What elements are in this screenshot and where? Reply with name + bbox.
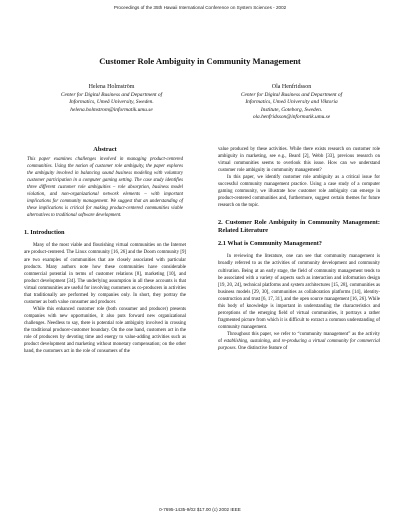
author-block-1: [24, 84, 199, 114]
body-paragraph: value produced by these activities. While there exists research on customer role ambiguity in marketing, see e.g., Beard [2], Webb [33], previous research on virtual communities seems to overlook this issue. How can we understand customer role ambiguity in community management?: [218, 147, 380, 174]
paragraph-text: One distinctive feature of: [236, 346, 288, 352]
section-heading-introduction: 1. Introduction: [24, 229, 65, 237]
author-affiliation-line: Informatics, Umeå University, Sweden.: [69, 99, 154, 106]
copyright-line: 0-7695-1435-9/02 $17.00 (c) 2002 IEEE: [159, 507, 241, 512]
abstract-text: This paper examines challenges involved in managing product-centered communities. Using the notion of customer role ambiguity, the paper explores the ambiguity involved in balancing sound business modeling with voluntary customer participation in a computer gaming setting. The case study identifies three different customer role ambiguities – role absorption, business model violation, and non-organizational network elements – with important implications for community management. We suggest that an understanding of these implications is critical for making product-centered communities viable alternatives to traditional software development.: [27, 157, 183, 219]
body-paragraph: [218, 331, 380, 352]
body-paragraph: Many of the most viable and flourishing virtual communities on the Internet are product-centered. The Linux community [16, 26] and the Doom community [9] are two examples of communities that are closely associated with particular products. Many authors note how these communities have considerable commercial potential in terms of customer relations [8], marketing [10], and product development [34]. The underlying assumption in all these accounts is that virtual communities are useful for involving customers as co-producers in activities that traditionally are performed by companies only. In short, they portray the customer as both value consumer and producer.: [24, 243, 186, 305]
paper-title: Customer Role Ambiguity in Community Management: [99, 56, 301, 66]
section-heading-related-literature: 2. Customer Role Ambiguity in Community Management: Related Literature: [218, 219, 380, 235]
left-column: [24, 146, 186, 355]
author-email: helena.holmstrom@informatik.umu.se: [70, 106, 153, 113]
author-affiliation-line: Center for Digital Business and Department of: [60, 91, 163, 98]
paragraph-text: Throughout this paper, we refer to “community management” as the activity of: [218, 331, 380, 344]
author-name: Helena Holmström: [88, 84, 135, 90]
author-email: ola.henfridsson@informatik.umu.se: [252, 114, 331, 121]
author-affiliation-line: Center for Digital Business and Department of: [240, 91, 343, 98]
author-name: Ola Henfridsson: [271, 84, 312, 90]
abstract-heading: Abstract: [93, 146, 117, 153]
body-paragraph: While this enhanced customer role (both consumer and producer) presents companies with new opportunities, it also puts forward new organizational challenges. Needless to say, there is potential role ambiguity involved in crossing the traditional producer-customer boundary. On the one hand, customers act in the role of producers by devoting time and energy to value-adding activities such as product development and marketing without monetary compensation; on the other hand, the customers act in the role of consumers of the: [24, 306, 186, 355]
body-paragraph: In this paper, we identify customer role ambiguity as a critical issue for successful community management practice. Using a case study of a computer gaming community, we illustrate how customer role ambiguity can emerge in product-centered communities and, furthermore, suggest certain themes for future research on the topic.: [218, 175, 380, 209]
subsection-heading-community-management: 2.1 What is Community Management?: [218, 240, 322, 248]
right-column: [218, 146, 380, 352]
emphasized-definition: establishing, sustaining, and re-producing a virtual community for commercial purposes.: [218, 338, 380, 352]
author-block-2: [204, 84, 379, 122]
author-affiliation-line: Institute, Goteborg, Sweden.: [260, 106, 323, 113]
author-affiliation-line: Informatics, Umeå University and Viktoria: [245, 99, 338, 106]
page-footer: [0, 507, 400, 512]
body-paragraph: In reviewing the literature, one can see that community management is broadly referred to as the activities of community development and community cultivation. Being at an early stage, the field of community management tends to be associated with a variety of aspects such as interaction and information design [19, 20, 24], technical platforms and system architectures [15, 28], communities as business models [29, 30], communities as collaboration platforms [14], identity-construction and trust [6, 17, 31], and the open source management [16, 26]. While this body of knowledge is important in understanding the characteristics and perceptions of the emerging field of virtual communities, it portrays a rather fragmented picture from which it is difficult to extract a common understanding of community management.: [218, 254, 380, 330]
proceedings-header: Proceedings of the 35th Hawaii International Conference on System Sciences - 2002: [113, 5, 287, 10]
